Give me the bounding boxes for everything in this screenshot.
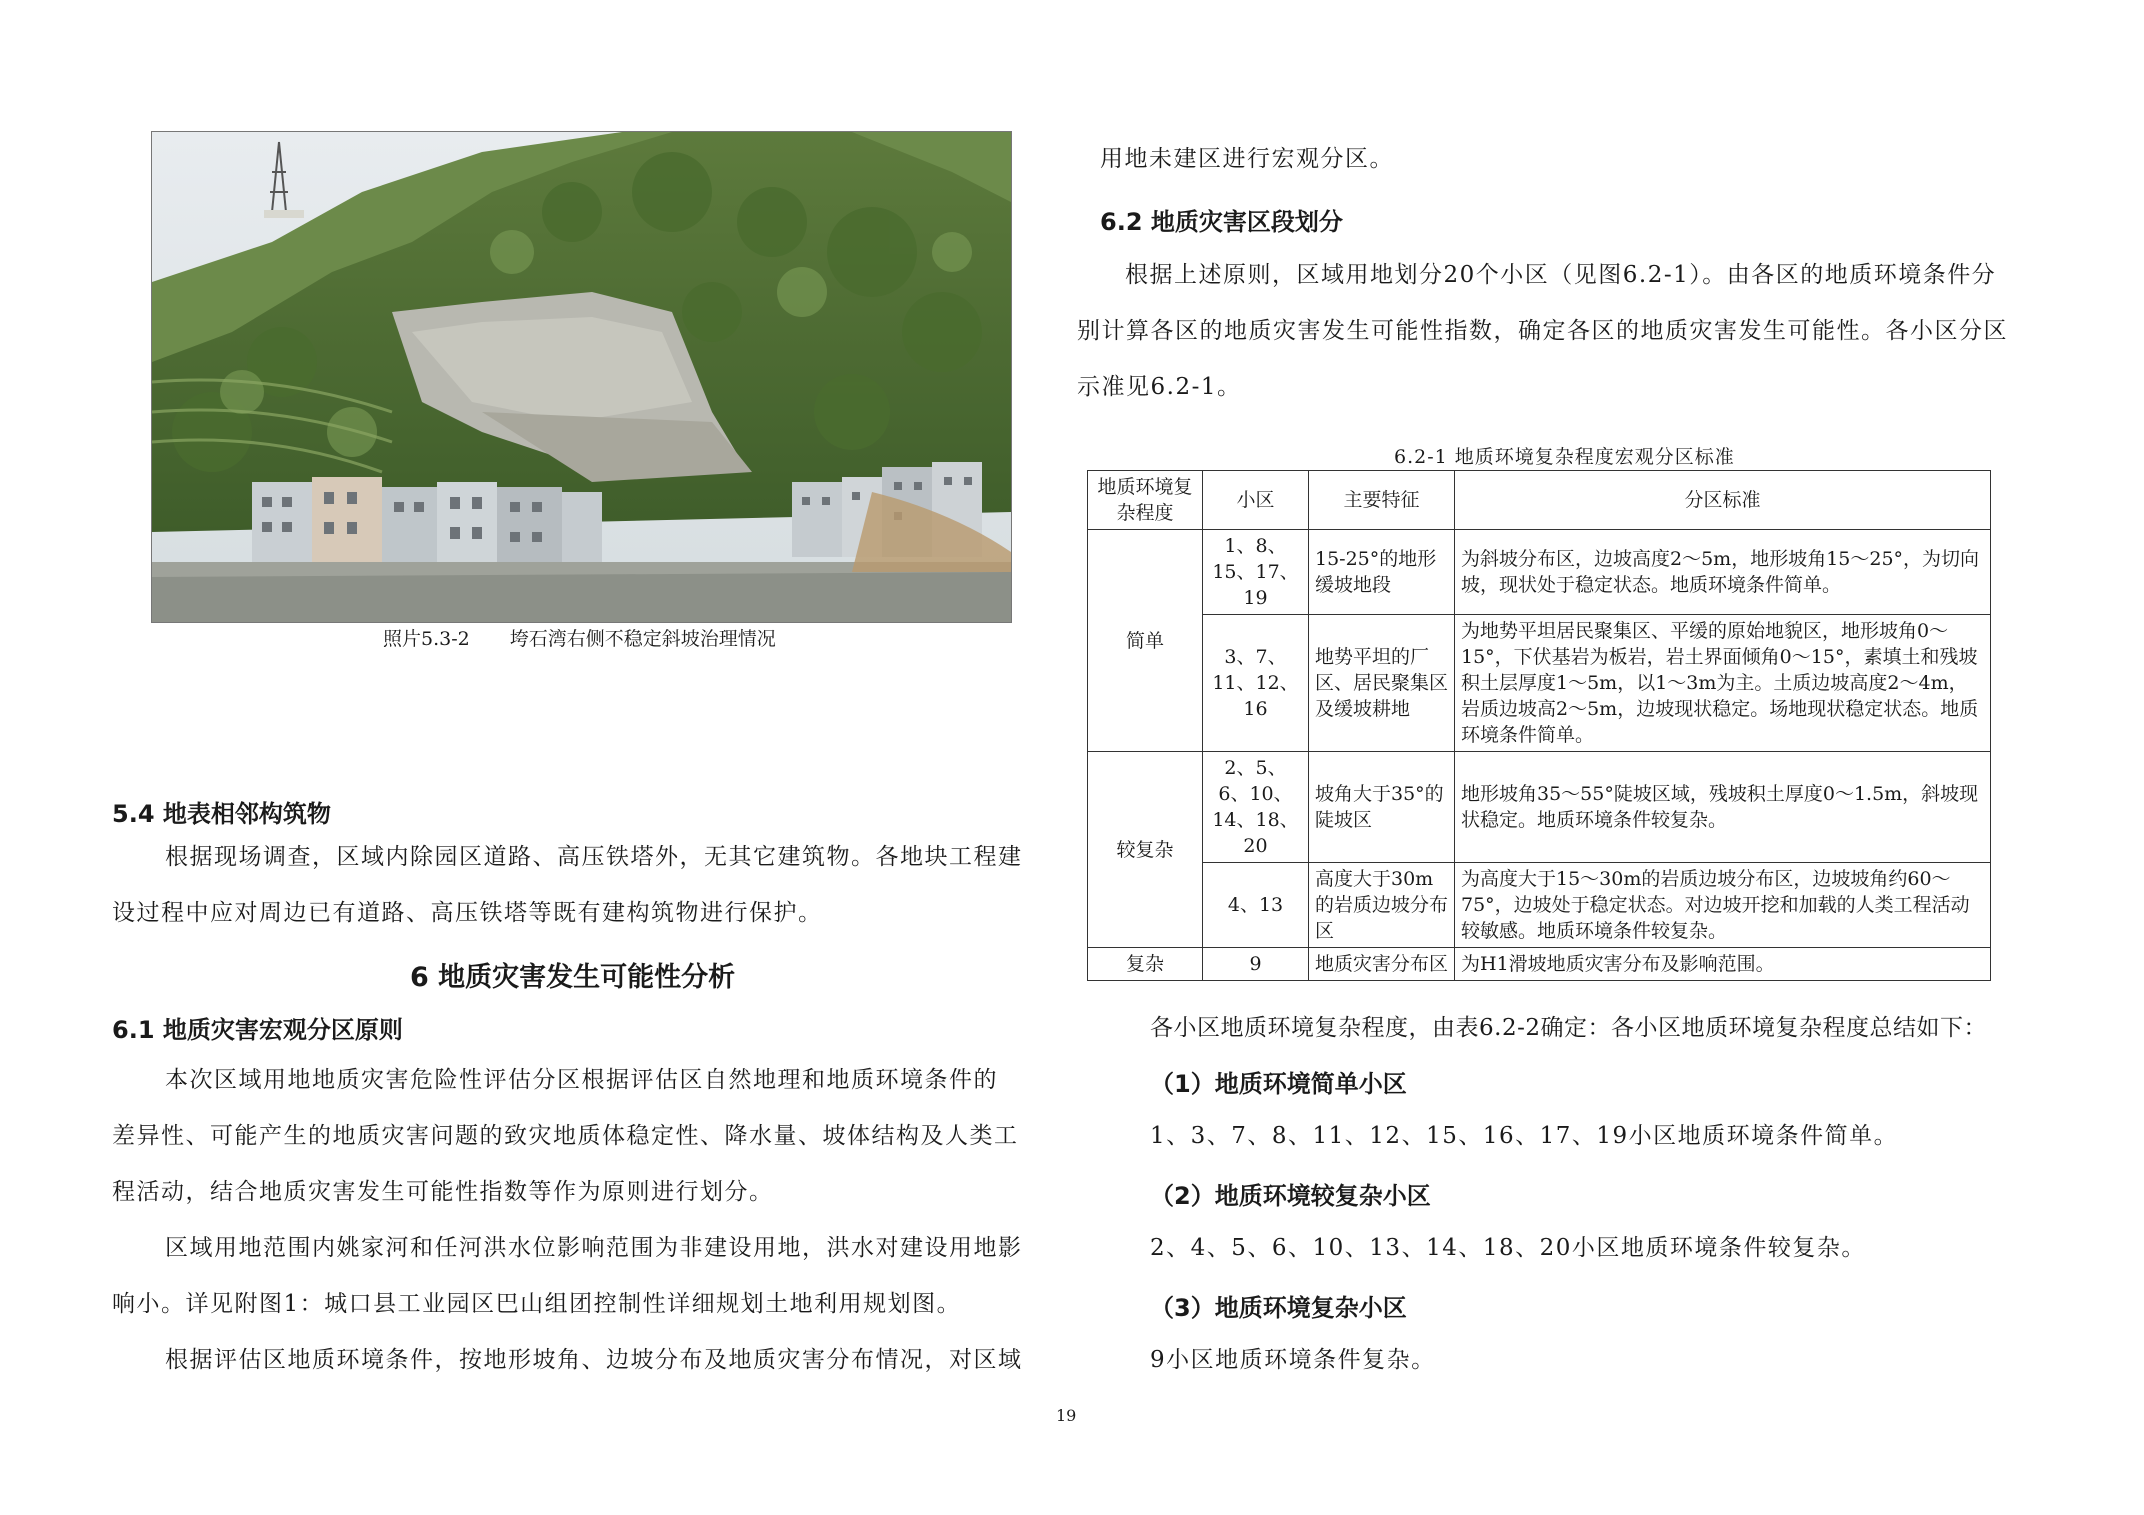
- photo-caption-text: 垮石湾右侧不稳定斜坡治理情况: [509, 628, 776, 650]
- table-header-row: [1088, 471, 1991, 530]
- table-feature-cell: 高度大于30m的岩质边坡分布区: [1309, 863, 1455, 948]
- table-level-cell: 复杂: [1088, 948, 1203, 981]
- table-header-cell: 小区: [1203, 471, 1309, 530]
- section-6-2-line-3: 示准见6.2-1。: [1077, 374, 1242, 400]
- section-6-2-line-1: 根据上述原则，区域用地划分20个小区（见图6.2-1）。由各区的地质环境条件分: [1125, 262, 1997, 288]
- table-feature-cell: 15-25°的地形缓坡地段: [1309, 530, 1455, 615]
- table-row: [1088, 948, 1991, 981]
- summary-3-text: 9小区地质环境条件复杂。: [1150, 1347, 1436, 1373]
- table-row: [1088, 863, 1991, 948]
- table-zones-cell: 3、7、11、12、16: [1203, 615, 1309, 752]
- table-criteria-cell: 为地势平坦居民聚集区、平缓的原始地貌区，地形坡角0～15°，下伏基岩为板岩，岩土界面倾角0～15°，素填土和残坡积土层厚度1～5m，以1～3m为主。土质边坡高度2～4m，岩质边坡高2～5m，边坡现状稳定。场地现状稳定状态。地质环境条件简单。: [1455, 615, 1991, 752]
- table-criteria-cell: 为高度大于15～30m的岩质边坡分布区，边坡坡角约60～75°，边坡处于稳定状态。对边坡开挖和加载的人类工程活动较敏感。地质环境条件较复杂。: [1455, 863, 1991, 948]
- section-6-2-line-2: 别计算各区的地质灾害发生可能性指数，确定各区的地质灾害发生可能性。各小区分区: [1077, 318, 2008, 344]
- section-6-1-heading: 6.1 地质灾害宏观分区原则: [112, 1016, 403, 1044]
- right-continuation-line: 用地未建区进行宏观分区。: [1100, 146, 1394, 172]
- slope-photo-illustration: [152, 132, 1011, 622]
- slope-photo: [151, 131, 1012, 623]
- section-6-1-line-5: 响小。详见附图1：城口县工业园区巴山组团控制性详细规划土地利用规划图。: [112, 1291, 962, 1317]
- table-level-cell: 简单: [1088, 530, 1203, 752]
- table-row: [1088, 752, 1991, 863]
- summary-2-text: 2、4、5、6、10、13、14、18、20小区地质环境条件较复杂。: [1150, 1235, 1866, 1261]
- table-zones-cell: 1、8、15、17、19: [1203, 530, 1309, 615]
- section-5-4-heading: 5.4 地表相邻构筑物: [112, 800, 331, 828]
- table-header-cell: 主要特征: [1309, 471, 1455, 530]
- photo-caption-label: 照片5.3-2: [383, 628, 470, 650]
- section-6-1-line-1: 本次区域用地地质灾害危险性评估分区根据评估区自然地理和地质环境条件的: [165, 1067, 998, 1093]
- section-5-4-line-1: 根据现场调查，区域内除园区道路、高压铁塔外，无其它建筑物。各地块工程建: [165, 844, 1023, 870]
- table-criteria-cell: 地形坡角35～55°陡坡区域，残坡积土厚度0～1.5m，斜坡现状稳定。地质环境条件较复杂。: [1455, 752, 1991, 863]
- section-6-1-line-4: 区域用地范围内姚家河和任河洪水位影响范围为非建设用地，洪水对建设用地影: [165, 1235, 1023, 1261]
- table-feature-cell: 坡角大于35°的陡坡区: [1309, 752, 1455, 863]
- zoning-criteria-table: [1087, 470, 1991, 981]
- table-level-cell: 较复杂: [1088, 752, 1203, 948]
- table-criteria-cell: 为H1滑坡地质灾害分布及影响范围。: [1455, 948, 1991, 981]
- table-title: 6.2-1 地质环境复杂程度宏观分区标准: [1394, 446, 1735, 468]
- section-6-1-line-2: 差异性、可能产生的地质灾害问题的致灾地质体稳定性、降水量、坡体结构及人类工: [112, 1123, 1019, 1149]
- summary-1-heading: （1）地质环境简单小区: [1150, 1070, 1407, 1098]
- table-criteria-cell: 为斜坡分布区，边坡高度2～5m，地形坡角15～25°，为切向坡，现状处于稳定状态。地质环境条件简单。: [1455, 530, 1991, 615]
- table-zones-cell: 4、13: [1203, 863, 1309, 948]
- section-6-1-line-6: 根据评估区地质环境条件，按地形坡角、边坡分布及地质灾害分布情况，对区域: [165, 1347, 1023, 1373]
- table-row: [1088, 530, 1991, 615]
- table-feature-cell: 地势平坦的厂区、居民聚集区及缓坡耕地: [1309, 615, 1455, 752]
- table-zones-cell: 2、5、6、10、14、18、20: [1203, 752, 1309, 863]
- table-feature-cell: 地质灾害分布区: [1309, 948, 1455, 981]
- chapter-6-heading: 6 地质灾害发生可能性分析: [410, 962, 736, 993]
- section-6-2-heading: 6.2 地质灾害区段划分: [1100, 208, 1343, 236]
- table-header-cell: 地质环境复杂程度: [1088, 471, 1203, 530]
- page-number: 19: [1056, 1406, 1077, 1425]
- photo-caption: [383, 624, 776, 651]
- table-header-cell: 分区标准: [1455, 471, 1991, 530]
- table-row: [1088, 615, 1991, 752]
- section-5-4-line-2: 设过程中应对周边已有道路、高压铁塔等既有建构筑物进行保护。: [112, 900, 823, 926]
- summary-intro: 各小区地质环境复杂程度，由表6.2-2确定：各小区地质环境复杂程度总结如下：: [1150, 1015, 1987, 1041]
- summary-2-heading: （2）地质环境较复杂小区: [1150, 1182, 1431, 1210]
- table-zones-cell: 9: [1203, 948, 1309, 981]
- section-6-1-line-3: 程活动，结合地质灾害发生可能性指数等作为原则进行划分。: [112, 1179, 774, 1205]
- summary-3-heading: （3）地质环境复杂小区: [1150, 1294, 1407, 1322]
- summary-1-text: 1、3、7、8、11、12、15、16、17、19小区地质环境条件简单。: [1150, 1123, 1899, 1149]
